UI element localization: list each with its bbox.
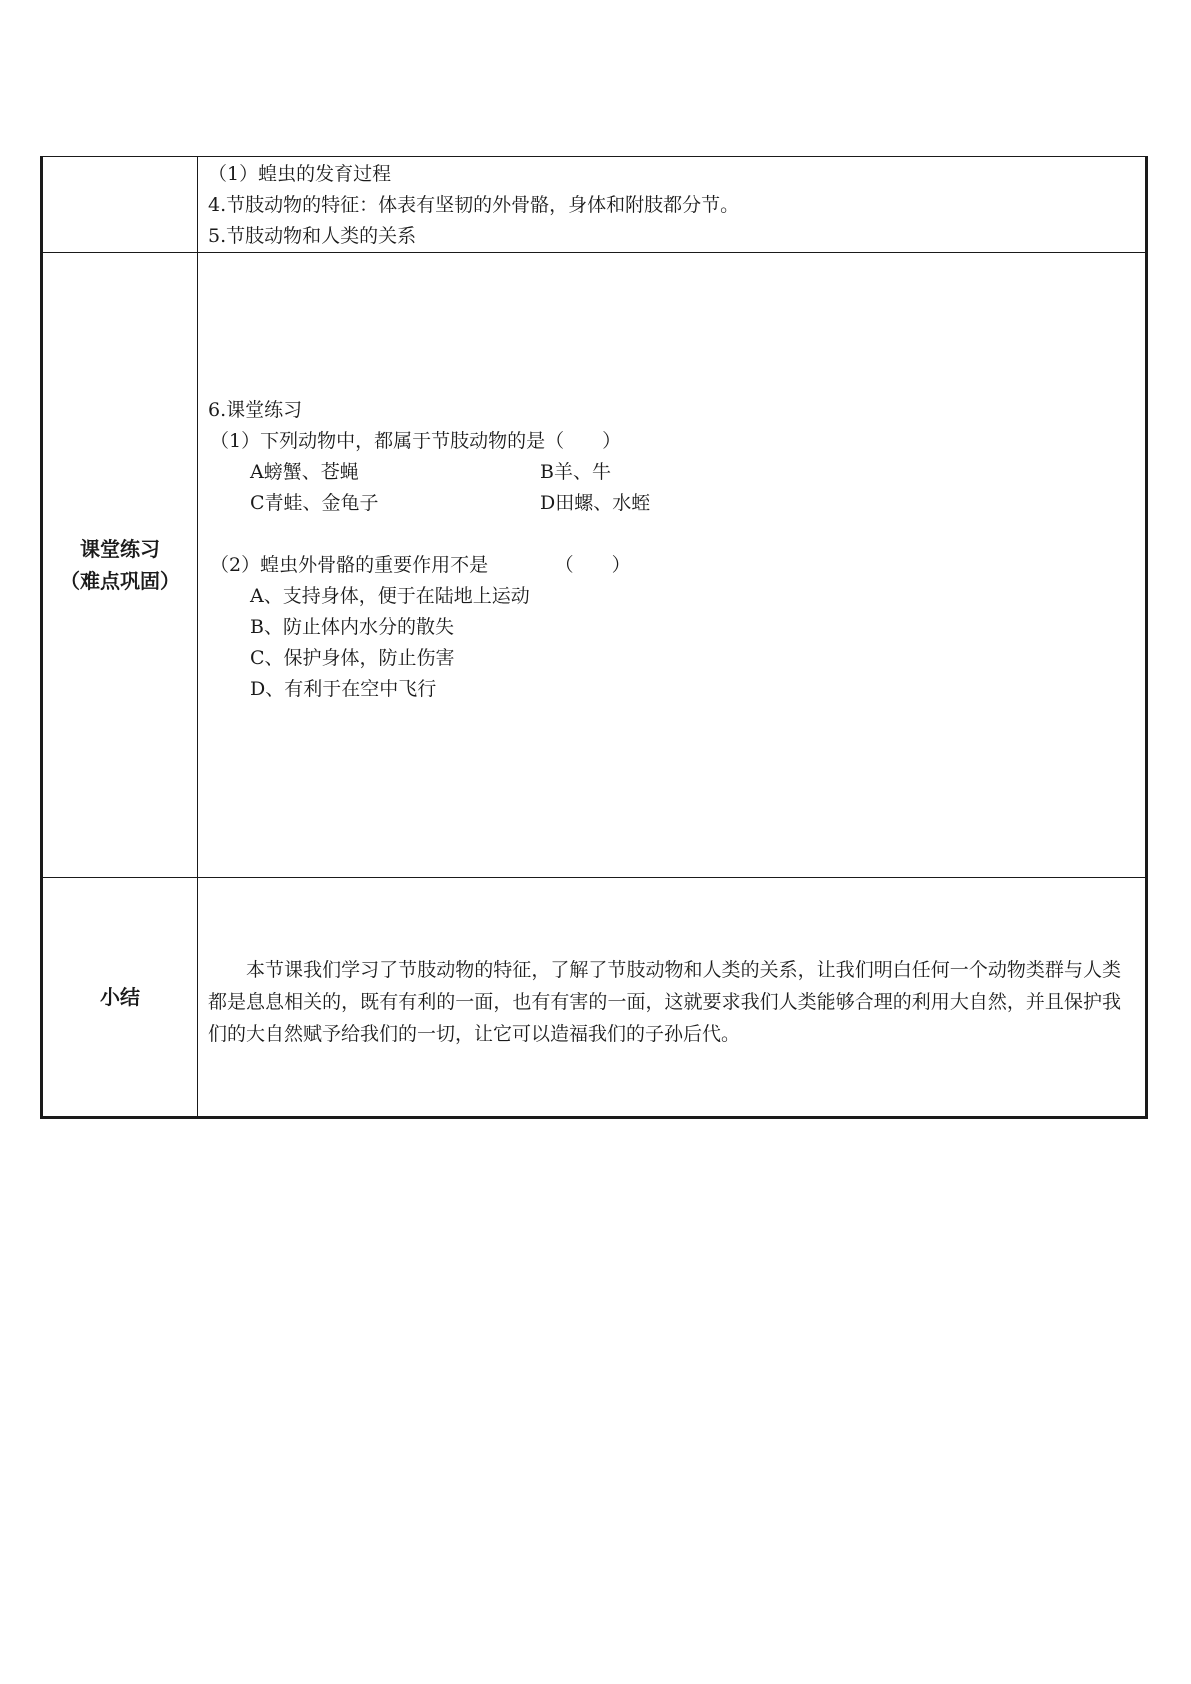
table-row: [42, 253, 1147, 878]
section-label-practice: [42, 253, 198, 878]
section-label-line: 课堂练习: [80, 537, 160, 561]
content-cell: [198, 157, 1147, 253]
option-row: [208, 457, 1145, 488]
option-row: [208, 488, 1145, 519]
exercise-heading: 6.课堂练习: [208, 399, 303, 421]
text-line: 5.节肢动物和人类的关系: [208, 225, 417, 247]
text-line: （1）蝗虫的发育过程: [208, 163, 392, 185]
empty-label-cell: [42, 157, 198, 253]
question-stem: （2）蝗虫外骨骼的重要作用不是 （ ）: [210, 554, 631, 576]
section-label-line: 小结: [100, 985, 140, 1009]
option-text: B羊、牛: [540, 461, 611, 483]
lesson-table: [40, 156, 1148, 1119]
option-text: A、支持身体，便于在陆地上运动: [250, 585, 530, 607]
content-cell: [198, 878, 1147, 1118]
question-stem: （1）下列动物中，都属于节肢动物的是（ ）: [210, 430, 622, 452]
section-label-line: （难点巩固）: [60, 569, 180, 593]
option-text: C青蛙、金龟子: [250, 492, 379, 514]
text-line: 4.节肢动物的特征：体表有坚韧的外骨骼，身体和附肢都分节。: [208, 194, 740, 216]
section-label-summary: [42, 878, 198, 1118]
option-text: D田螺、水蛭: [540, 492, 651, 514]
option-text: B、防止体内水分的散失: [250, 616, 454, 638]
table-row: [42, 878, 1147, 1118]
content-cell: [198, 253, 1147, 878]
table-row: [42, 157, 1147, 253]
option-text: D、有利于在空中飞行: [250, 678, 437, 700]
summary-paragraph: 本节课我们学习了节肢动物的特征，了解了节肢动物和人类的关系，让我们明白任何一个动物类群与人类都是息息相关的，既有有利的一面，也有有害的一面，这就要求我们人类能够合理的利用大自然，并且保护我们的大自然赋予给我们的一切，让它可以造福我们的子孙后代。: [208, 959, 1121, 1045]
spacer: [208, 519, 1145, 550]
option-text: C、保护身体，防止伤害: [250, 647, 455, 669]
option-text: A螃蟹、苍蝇: [250, 461, 359, 483]
